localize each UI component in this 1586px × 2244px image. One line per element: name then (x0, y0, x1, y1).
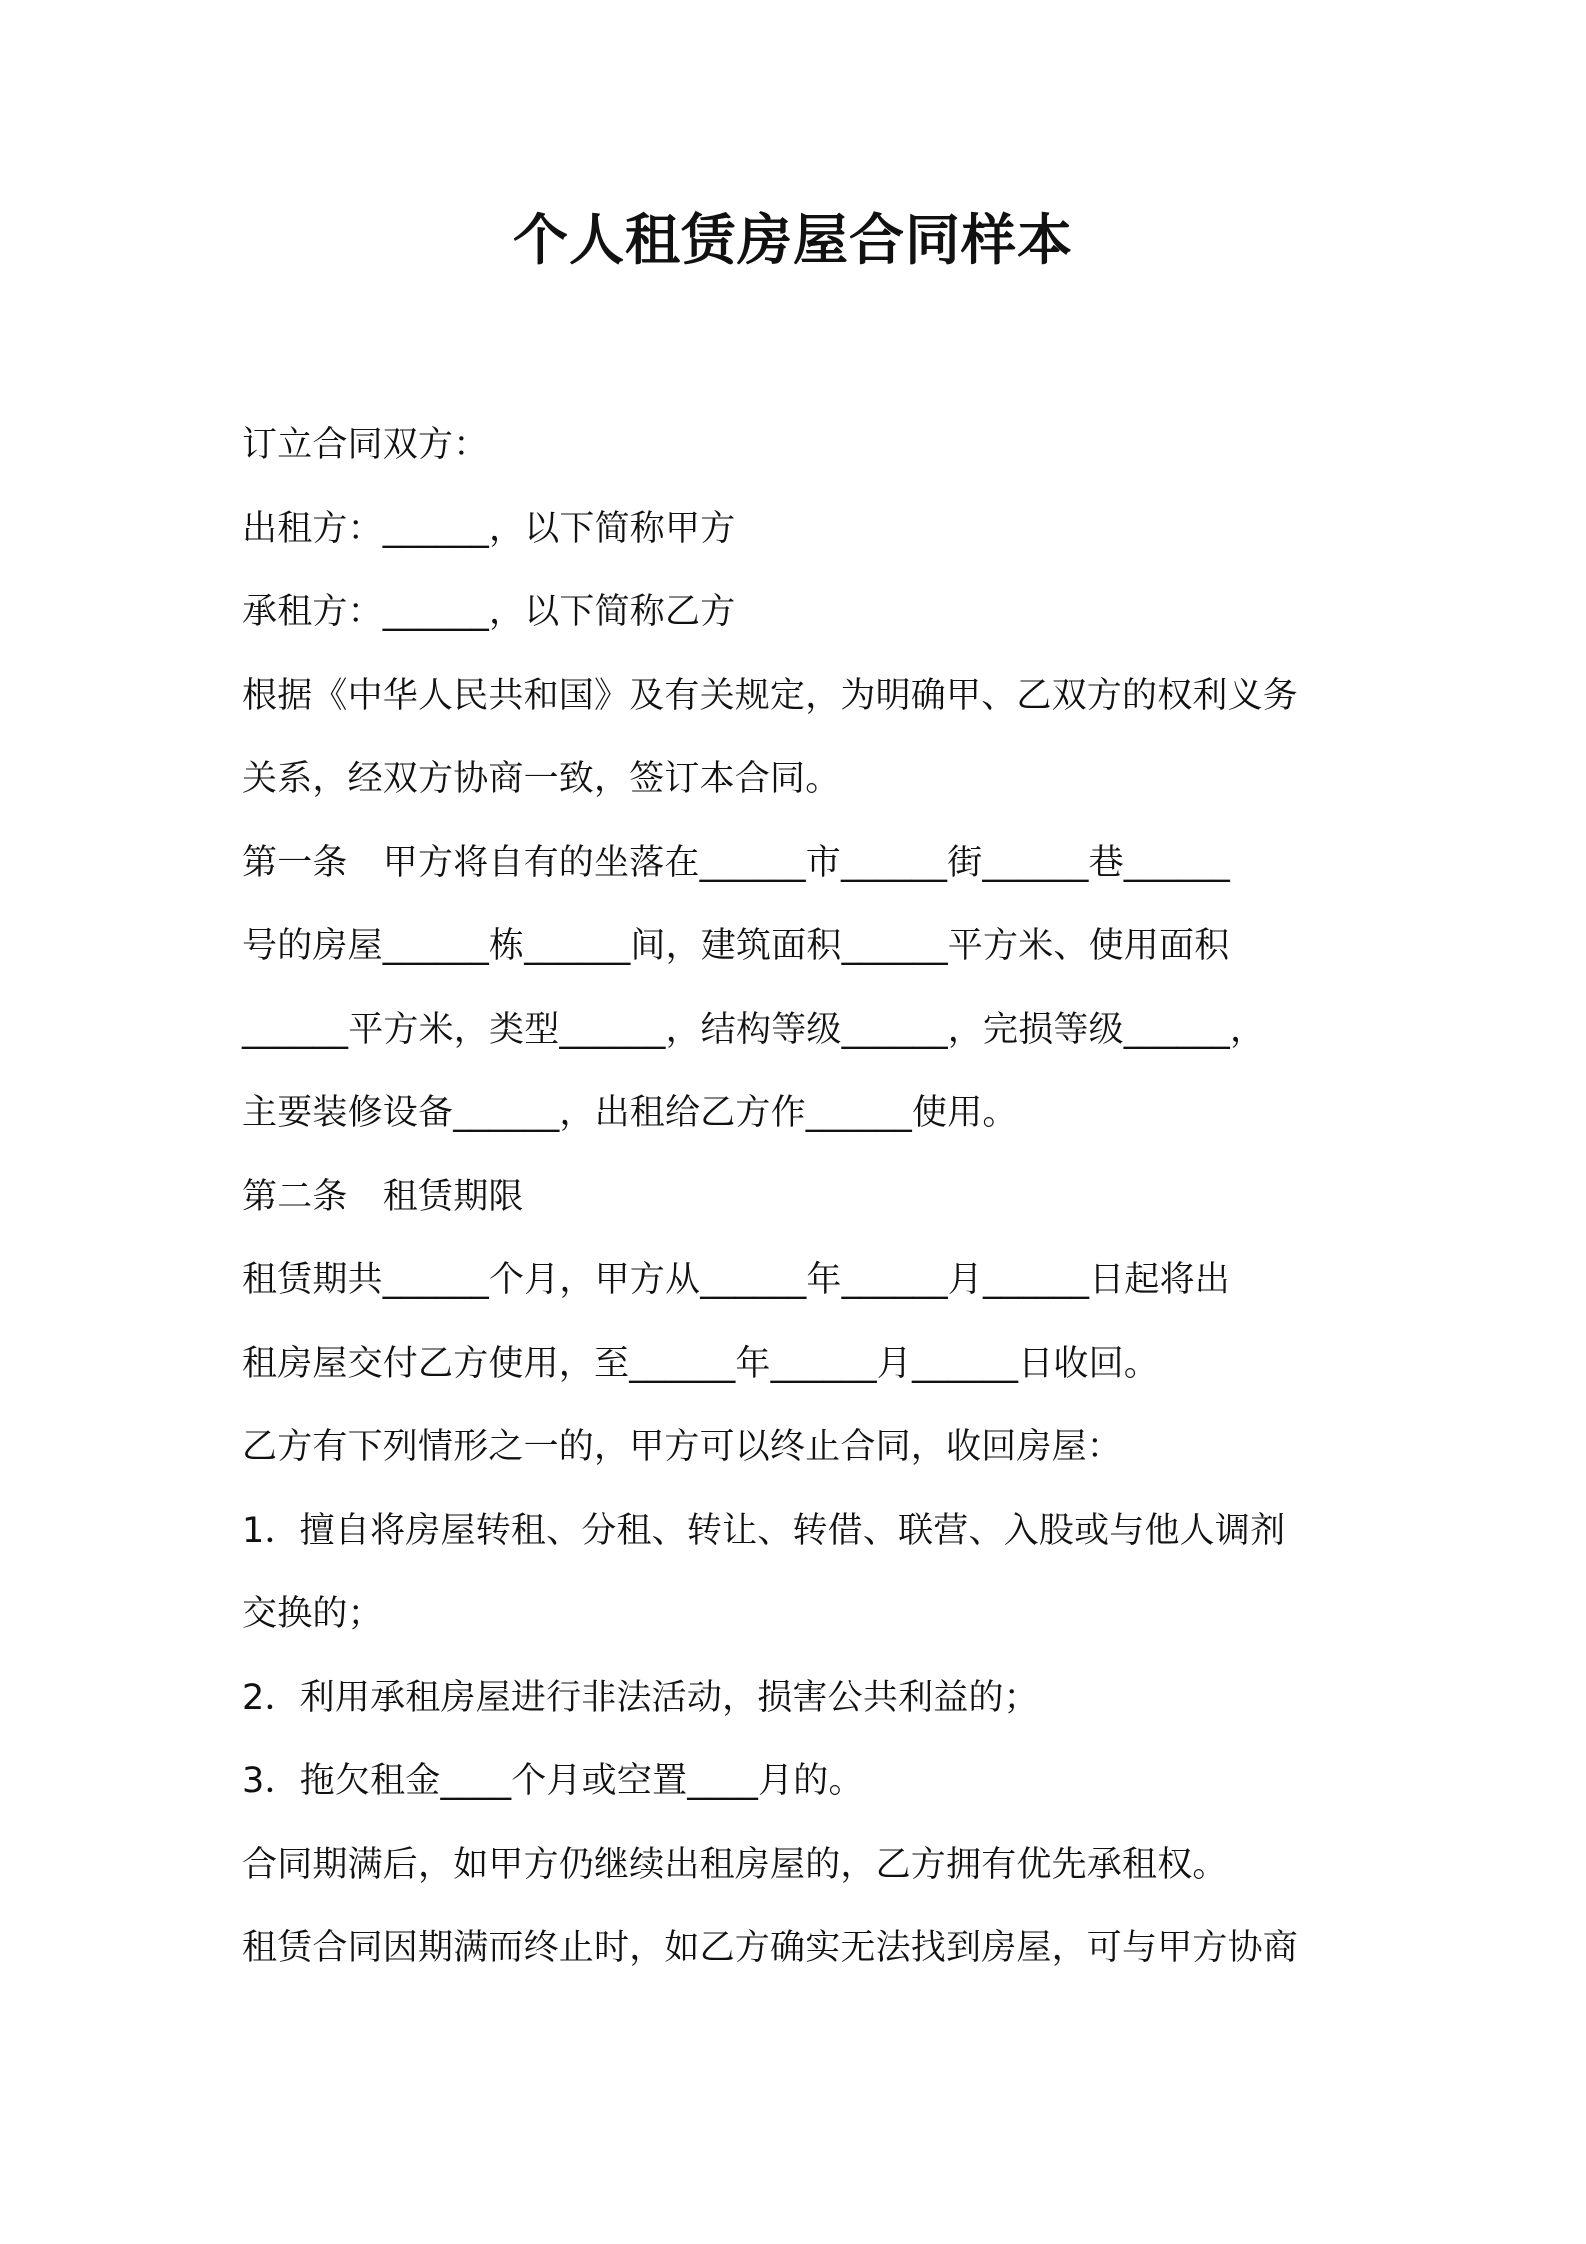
body-line: 租赁期共______个月，甲方从______年______月______日起将出 (242, 1260, 1231, 1300)
body-line: 乙方有下列情形之一的，甲方可以终止合同，收回房屋： (242, 1427, 1123, 1467)
body-line: 2．利用承租房屋进行非法活动，损害公共利益的； (242, 1677, 1039, 1718)
document-title: 个人租赁房屋合同样本 (512, 208, 1073, 272)
body-line: 出租方：______，以下简称甲方 (242, 508, 736, 549)
body-line: 主要装修设备______，出租给乙方作______使用。 (242, 1093, 1018, 1133)
body-line: 租赁合同因期满而终止时，如乙方确实无法找到房屋，可与甲方协商 (242, 1928, 1299, 1968)
body-line: 关系，经双方协商一致，签订本合同。 (242, 759, 841, 799)
body-line: ______平方米，类型______，结构等级______，完损等级______， (242, 1009, 1266, 1050)
body-line: 订立合同双方： (242, 425, 489, 465)
body-line: 租房屋交付乙方使用，至______年______月______日收回。 (242, 1343, 1160, 1384)
body-line: 3．拖欠租金____个月或空置____月的。 (242, 1761, 864, 1801)
body-line: 承租方：______，以下简称乙方 (242, 592, 736, 632)
body-line: 第一条 甲方将自有的坐落在______市______街______巷______ (242, 842, 1231, 883)
body-line: 交换的； (242, 1594, 383, 1634)
document-body (242, 404, 1372, 1991)
body-line: 合同期满后，如甲方仍继续出租房屋的，乙方拥有优先承租权。 (242, 1844, 1228, 1885)
body-line: 第二条 租赁期限 (242, 1176, 524, 1217)
body-line: 号的房屋______栋______间，建筑面积______平方米、使用面积 (242, 926, 1230, 966)
body-line: 1．擅自将房屋转租、分租、转让、转借、联营、入股或与他人调剂 (242, 1510, 1286, 1551)
body-line: 根据《中华人民共和国》及有关规定，为明确甲、乙双方的权利义务 (242, 675, 1299, 716)
